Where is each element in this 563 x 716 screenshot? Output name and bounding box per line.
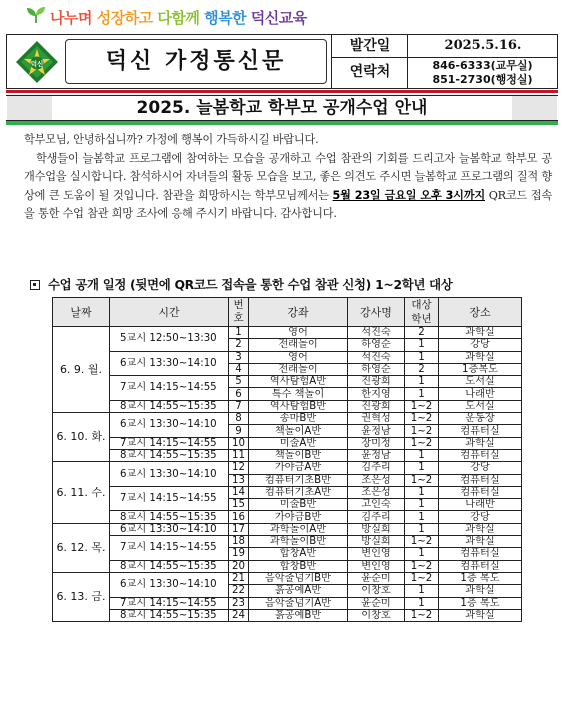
- course-cell: 역사탐험B반: [249, 400, 348, 412]
- title-top-bar: [6, 90, 558, 93]
- table-row: [53, 449, 522, 461]
- header-no: [229, 298, 249, 327]
- period-cell: 6교시 13:30~14:10: [110, 523, 229, 535]
- place-cell: 과학실: [439, 523, 522, 535]
- target-cell: 1: [405, 511, 439, 523]
- schedule-body: [53, 327, 522, 622]
- no-cell: 17: [229, 523, 249, 535]
- course-cell: 특수 책놀이: [249, 388, 348, 400]
- title-bottom-bar: [6, 121, 558, 125]
- teacher-cell: 이창호: [348, 609, 405, 621]
- no-cell: 2: [229, 339, 249, 351]
- place-cell: 나래반: [439, 388, 522, 400]
- course-cell: 합창B반: [249, 560, 348, 572]
- no-cell: 9: [229, 425, 249, 437]
- place-cell: 과학실: [439, 585, 522, 597]
- teacher-cell: 진광희: [348, 400, 405, 412]
- table-row: [53, 536, 522, 548]
- period-cell: 7교시 14:15~14:55: [110, 597, 229, 609]
- no-cell: 11: [229, 449, 249, 461]
- course-cell: 과학놀이A반: [249, 523, 348, 535]
- no-cell: 21: [229, 572, 249, 584]
- deadline-highlight: 5월 23일 금요일 오후 3시까지: [332, 188, 486, 202]
- header-place: 장소: [439, 298, 522, 327]
- target-cell: 1: [405, 499, 439, 511]
- course-cell: 송마B반: [249, 413, 348, 425]
- teacher-cell: 조은성: [348, 486, 405, 498]
- target-cell: 1~2: [405, 400, 439, 412]
- body-paragraph: [24, 150, 552, 223]
- contact-office: 846-6333(교무실): [432, 59, 533, 72]
- header-course: 강좌: [249, 298, 348, 327]
- place-cell: 컴퓨터실: [439, 474, 522, 486]
- slogan-text: [50, 7, 307, 28]
- target-cell: 1~2: [405, 536, 439, 548]
- course-cell: 책놀이B반: [249, 449, 348, 461]
- sprout-icon: [26, 6, 46, 24]
- no-cell: 14: [229, 486, 249, 498]
- teacher-cell: 방실희: [348, 536, 405, 548]
- no-cell: 6: [229, 388, 249, 400]
- issue-date: 2025.5.16.: [407, 35, 558, 58]
- place-cell: 강당: [439, 511, 522, 523]
- period-cell: 8교시 14:55~15:35: [110, 609, 229, 621]
- header-target-text: 대상학년: [411, 299, 432, 325]
- target-cell: 1: [405, 449, 439, 461]
- course-cell: 흙공예B반: [249, 609, 348, 621]
- header-no-text: 번호: [233, 299, 244, 324]
- target-cell: 1~2: [405, 425, 439, 437]
- place-cell: 과학실: [439, 327, 522, 339]
- target-cell: 1~2: [405, 609, 439, 621]
- greeting-paragraph: 학부모님, 안녕하십니까? 가정에 행복이 가득하시길 바랍니다.: [24, 133, 319, 146]
- no-cell: 18: [229, 536, 249, 548]
- place-cell: 컴퓨터실: [439, 560, 522, 572]
- target-cell: 1: [405, 388, 439, 400]
- course-cell: 음악줄넘기B반: [249, 572, 348, 584]
- teacher-cell: 하영순: [348, 339, 405, 351]
- target-cell: 2: [405, 327, 439, 339]
- target-cell: 1: [405, 597, 439, 609]
- course-cell: 컴퓨터기초B반: [249, 474, 348, 486]
- date-cell: 6. 10. 화.: [53, 413, 110, 462]
- target-cell: 1: [405, 548, 439, 560]
- target-cell: 1: [405, 351, 439, 363]
- no-cell: 19: [229, 548, 249, 560]
- period-cell: 6교시 13:30~14:10: [110, 351, 229, 376]
- place-cell: 나래반: [439, 499, 522, 511]
- course-cell: 책놀이A반: [249, 425, 348, 437]
- target-cell: 1: [405, 486, 439, 498]
- contact-numbers: [407, 57, 557, 88]
- target-cell: 1~2: [405, 560, 439, 572]
- teacher-cell: 장미정: [348, 437, 405, 449]
- place-cell: 과학실: [439, 609, 522, 621]
- course-cell: 음악줄넘기A반: [249, 597, 348, 609]
- target-cell: 1~2: [405, 413, 439, 425]
- date-cell: 6. 11. 수.: [53, 462, 110, 523]
- section-title-text: 수업 공개 일정 (뒷면에 QR코드 접속을 통한 수업 참관 신청) 1~2학년 대상: [48, 277, 453, 292]
- period-cell: 8교시 14:55~15:35: [110, 400, 229, 412]
- table-row: [53, 413, 522, 425]
- course-cell: 역사탐험A반: [249, 376, 348, 388]
- place-cell: 컴퓨터실: [439, 486, 522, 498]
- slogan-part: 나누며: [50, 9, 97, 27]
- slogan-part: 다함께: [157, 9, 205, 27]
- course-cell: 컴퓨터기초A반: [249, 486, 348, 498]
- table-row: [53, 437, 522, 449]
- slogan-part: 덕신교육: [250, 9, 307, 27]
- target-cell: 1: [405, 585, 439, 597]
- table-row: [53, 597, 522, 609]
- course-cell: 합창A반: [249, 548, 348, 560]
- course-cell: 영어: [249, 351, 348, 363]
- target-cell: 1: [405, 339, 439, 351]
- place-cell: 과학실: [439, 351, 522, 363]
- school-emblem-logo: [15, 40, 59, 84]
- teacher-cell: 김주리: [348, 511, 405, 523]
- body-text-before: 학생들이 늘봄학교 프로그램에 참여하는 모습을 공개하고 수업 참관의 기회를 드리고자 늘봄학교 학부모 공개수업을 실시합니다. 참석하시어 자녀들의 활동 모습을 보고, 좋은 의견도 주시면 늘봄학교 프로그램의 질적 향상에 큰 도움이 될 것입니다. 참관을 희망하시는 학부모님께서는: [24, 152, 552, 202]
- place-cell: 컴퓨터실: [439, 449, 522, 461]
- period-cell: 7교시 14:15~14:55: [110, 486, 229, 511]
- course-cell: 미술A반: [249, 437, 348, 449]
- schedule-section-title: [30, 275, 452, 293]
- table-row: [53, 572, 522, 584]
- target-cell: 2: [405, 363, 439, 375]
- no-cell: 15: [229, 499, 249, 511]
- table-row: [53, 609, 522, 621]
- teacher-cell: 하영순: [348, 363, 405, 375]
- period-cell: 8교시 14:55~15:35: [110, 560, 229, 572]
- teacher-cell: 변인영: [348, 548, 405, 560]
- issue-date-label: 발간일: [331, 35, 408, 58]
- teacher-cell: 변인영: [348, 560, 405, 572]
- place-cell: 컴퓨터실: [439, 425, 522, 437]
- course-cell: 미술B반: [249, 499, 348, 511]
- no-cell: 20: [229, 560, 249, 572]
- no-cell: 13: [229, 474, 249, 486]
- target-cell: 1~2: [405, 437, 439, 449]
- table-row: [53, 462, 522, 474]
- no-cell: 12: [229, 462, 249, 474]
- no-cell: 7: [229, 400, 249, 412]
- course-cell: 전래놀이: [249, 339, 348, 351]
- place-cell: 1층 복도: [439, 597, 522, 609]
- place-cell: 과학실: [439, 437, 522, 449]
- header-time: 시간: [110, 298, 229, 327]
- teacher-cell: 윤정남: [348, 425, 405, 437]
- table-row: [53, 327, 522, 339]
- course-cell: 가야금A반: [249, 462, 348, 474]
- table-row: [53, 486, 522, 498]
- body-text-after: QR코드 접속을 통한 수업 참관 희망 조사에 응해 주시기 바랍니다. 감사합니다.: [24, 188, 552, 220]
- schedule-table: [52, 297, 522, 622]
- place-cell: 운동장: [439, 413, 522, 425]
- course-cell: 과학놀이B반: [249, 536, 348, 548]
- table-row: [53, 376, 522, 388]
- place-cell: 강당: [439, 462, 522, 474]
- table-row: [53, 560, 522, 572]
- teacher-cell: 석진숙: [348, 327, 405, 339]
- course-cell: 흙공예A반: [249, 585, 348, 597]
- table-row: [53, 511, 522, 523]
- date-cell: 6. 9. 월.: [53, 327, 110, 413]
- date-cell: 6. 12. 목.: [53, 523, 110, 572]
- period-cell: 6교시 13:30~14:10: [110, 413, 229, 438]
- school-slogan: [0, 0, 563, 34]
- no-cell: 5: [229, 376, 249, 388]
- period-cell: 6교시 13:30~14:10: [110, 572, 229, 597]
- teacher-cell: 윤정남: [348, 449, 405, 461]
- no-cell: 3: [229, 351, 249, 363]
- header-date: 날짜: [53, 298, 110, 327]
- table-row: [53, 351, 522, 363]
- contact-label: 연락처: [331, 57, 408, 88]
- place-cell: 과학실: [439, 536, 522, 548]
- target-cell: 1~2: [405, 474, 439, 486]
- period-cell: 5교시 12:50~13:30: [110, 327, 229, 352]
- no-cell: 10: [229, 437, 249, 449]
- place-cell: 1층 복도: [439, 572, 522, 584]
- target-cell: 1: [405, 376, 439, 388]
- teacher-cell: 한지영: [348, 388, 405, 400]
- teacher-cell: 진광희: [348, 376, 405, 388]
- teacher-cell: 김주리: [348, 462, 405, 474]
- contact-admin: 851-2730(행정실): [432, 73, 533, 86]
- teacher-cell: 석진숙: [348, 351, 405, 363]
- slogan-part: 성장하고: [96, 9, 158, 27]
- no-cell: 23: [229, 597, 249, 609]
- period-cell: 7교시 14:15~14:55: [110, 437, 229, 449]
- place-cell: 1층복도: [439, 363, 522, 375]
- target-cell: 1: [405, 523, 439, 535]
- teacher-cell: 윤순미: [348, 597, 405, 609]
- place-cell: 도서실: [439, 376, 522, 388]
- period-cell: 7교시 14:15~14:55: [110, 376, 229, 401]
- newsletter-header: [6, 34, 558, 89]
- period-cell: 8교시 14:55~15:35: [110, 511, 229, 523]
- table-row: [53, 523, 522, 535]
- teacher-cell: 이창호: [348, 585, 405, 597]
- course-cell: 영어: [249, 327, 348, 339]
- target-cell: 1~2: [405, 572, 439, 584]
- place-cell: 도서실: [439, 400, 522, 412]
- newsletter-title: 덕신 가정통신문: [65, 39, 327, 84]
- slogan-part: 행복한: [204, 9, 251, 27]
- no-cell: 4: [229, 363, 249, 375]
- date-cell: 6. 13. 금.: [53, 572, 110, 621]
- no-cell: 8: [229, 413, 249, 425]
- teacher-cell: 권혁성: [348, 413, 405, 425]
- no-cell: 22: [229, 585, 249, 597]
- teacher-cell: 방실희: [348, 523, 405, 535]
- place-cell: 강당: [439, 339, 522, 351]
- target-cell: 1: [405, 462, 439, 474]
- course-cell: 가야금B반: [249, 511, 348, 523]
- notice-title: 2025. 늘봄학교 학부모 공개수업 안내: [6, 95, 558, 121]
- no-cell: 16: [229, 511, 249, 523]
- period-cell: 8교시 14:55~15:35: [110, 449, 229, 461]
- teacher-cell: 조은성: [348, 474, 405, 486]
- period-cell: 7교시 14:15~14:55: [110, 536, 229, 561]
- no-cell: 1: [229, 327, 249, 339]
- period-cell: 6교시 13:30~14:10: [110, 462, 229, 487]
- emblem-text: 덕신: [30, 60, 44, 68]
- bullet-square-icon: [30, 280, 40, 290]
- course-cell: 전래놀이: [249, 363, 348, 375]
- table-row: [53, 400, 522, 412]
- teacher-cell: 윤순미: [348, 572, 405, 584]
- no-cell: 24: [229, 609, 249, 621]
- header-target: [405, 298, 439, 327]
- teacher-cell: 고인숙: [348, 499, 405, 511]
- place-cell: 컴퓨터실: [439, 548, 522, 560]
- header-teacher: 강사명: [348, 298, 405, 327]
